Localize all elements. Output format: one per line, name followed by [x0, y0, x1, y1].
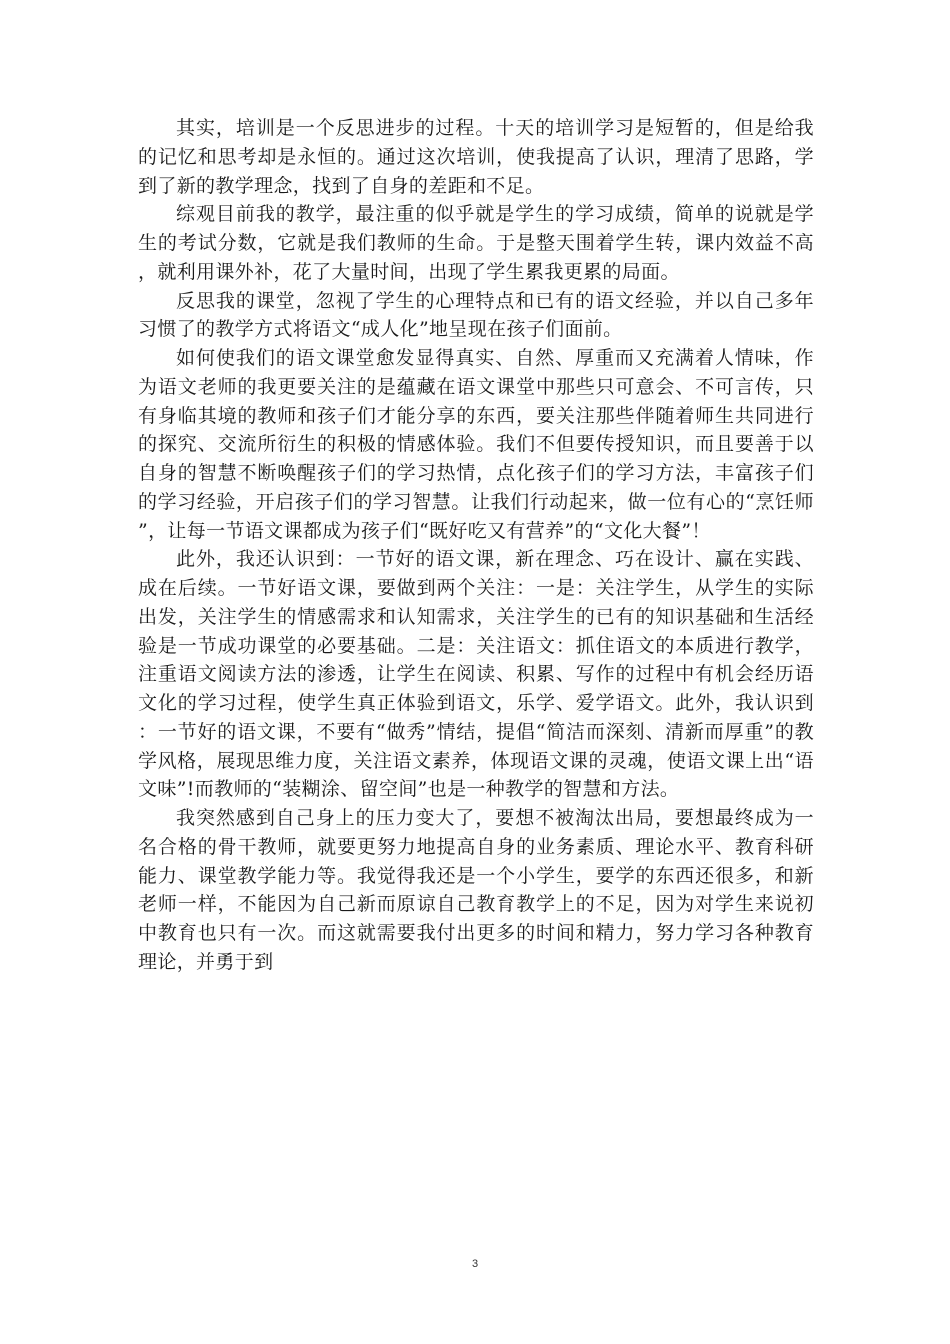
- paragraph-reflection: 其实，培训是一个反思进步的过程。十天的培训学习是短暂的，但是给我的记忆和思考却是永恒的。通过这次培训，使我提高了认识，理清了思路，学到了新的教学理念，找到了自身的差距和不足。: [138, 117, 814, 197]
- paragraph-current-teaching: 综观目前我的教学，最注重的似乎就是学生的学习成绩，简单的说就是学生的考试分数，它就是我们教师的生命。于是整天围着学生转，课内效益不高，就利用课外补，花了大量时间，出现了学生累我更累的局面。: [138, 203, 814, 283]
- body-text: [138, 114, 814, 977]
- paragraph-chinese-classroom: 如何使我们的语文课堂愈发显得真实、自然、厚重而又充满着人情味，作为语文老师的我更要关注的是蕴藏在语文课堂中那些只可意会、不可言传，只有身临其境的教师和孩子们才能分享的东西，要关注那些伴随着师生共同进行的探究、交流所衍生的积极的情感体验。我们不但要传授知识，而且要善于以自身的智慧不断唤醒孩子们的学习热情，点化孩子们的学习方法，丰富孩子们的学习经验，开启孩子们的学习智慧。让我们行动起来，做一位有心的“烹饪师”，让每一节语文课都成为孩子们“既好吃又有营养”的“文化大餐”！: [138, 347, 814, 542]
- paragraph-good-lesson: 此外，我还认识到：一节好的语文课，新在理念、巧在设计、赢在实践、成在后续。一节好语文课，要做到两个关注：一是：关注学生，从学生的实际出发，关注学生的情感需求和认知需求，关注学生的已有的知识基础和生活经验是一节成功课堂的必要基础。二是：关注语文：抓住语文的本质进行教学，注重语文阅读方法的渗透，让学生在阅读、积累、写作的过程中有机会经历语文化的学习过程，使学生真正体验到语文，乐学、爱学语文。此外，我认识到：一节好的语文课，不要有“做秀”情结，提倡“简洁而深刻、清新而厚重”的教学风格，展现思维力度，关注语文素养，体现语文课的灵魂，使语文课上出“语文味”!而教师的“装糊涂、留空间”也是一种教学的智慧和方法。: [138, 548, 814, 801]
- page-number: 3: [471, 1258, 479, 1270]
- paragraph-classroom-reflection: 反思我的课堂，忽视了学生的心理特点和已有的语文经验，并以自己多年习惯了的教学方式将语文“成人化”地呈现在孩子们面前。: [138, 289, 814, 341]
- paragraph-pressure: 我突然感到自己身上的压力变大了，要想不被淘汰出局，要想最终成为一名合格的骨干教师，就要更努力地提高自身的业务素质、理论水平、教育科研能力、课堂教学能力等。我觉得我还是一个小学生，要学的东西还很多，和新老师一样，不能因为自己新而原谅自己教育教学上的不足，因为对学生来说初中教育也只有一次。而这就需要我付出更多的时间和精力，努力学习各种教育理论，并勇于到: [138, 807, 814, 973]
